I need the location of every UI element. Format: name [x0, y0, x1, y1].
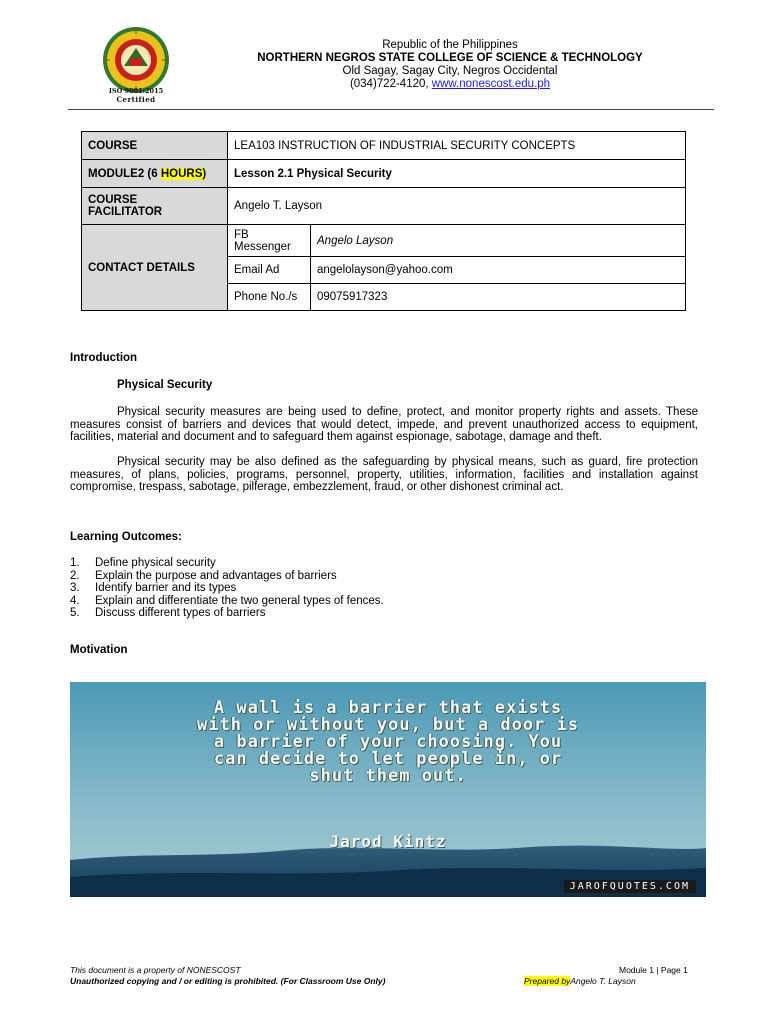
contact-details-label: CONTACT DETAILS	[82, 225, 228, 311]
facilitator-label-line1: COURSE	[88, 194, 138, 206]
physical-security-heading: Physical Security	[117, 379, 213, 391]
quote-line: with or without you, but a door is	[197, 715, 579, 735]
fb-messenger-value: Angelo Layson	[311, 225, 686, 257]
logo-caption-iso: ISO 9001:2015	[108, 87, 164, 95]
learning-outcomes-heading: Learning Outcomes:	[70, 531, 182, 543]
list-item	[70, 557, 384, 570]
table-row	[82, 188, 686, 225]
table-row	[82, 160, 686, 188]
list-item	[70, 582, 384, 595]
list-number: 2.	[70, 569, 80, 582]
module-label-prefix: MODULE2 (6	[88, 167, 161, 180]
college-contact-line	[160, 78, 740, 91]
list-text: Explain and differentiate the two general types of fences.	[95, 594, 384, 607]
header-divider	[68, 109, 714, 110]
learning-outcomes-list	[70, 557, 384, 620]
facilitator-label-line2: FACILITATOR	[88, 206, 163, 218]
quote-text	[70, 700, 706, 785]
fb-messenger-label	[228, 225, 311, 257]
list-text: Identify barrier and its types	[95, 582, 237, 594]
list-number: 5.	[70, 607, 80, 619]
introduction-heading: Introduction	[70, 352, 138, 364]
phone-value: 09075917323	[311, 284, 686, 311]
intro-paragraph-1: Physical security measures are being used to define, protect, and monitor property rights and assets. These measures consist of barriers and devices that would detect, impede, and prevent unauthorized access to equipment, facilities, material and document and to safeguard them against espionage, sabotage, damage and theft.	[70, 406, 698, 444]
course-info-table	[81, 131, 686, 311]
footer-page-number: Module 1 | Page 1	[619, 965, 688, 975]
quote-line: a barrier of your choosing. You	[213, 732, 563, 752]
footer-prepared-by	[524, 976, 636, 987]
list-text: Discuss different types of barriers	[95, 607, 266, 619]
quote-line: shut them out.	[309, 766, 467, 786]
prepared-by-name: Angelo T. Layson	[570, 976, 636, 986]
college-website-link[interactable]: www.nonescost.edu.ph	[431, 78, 551, 90]
list-item	[70, 607, 384, 620]
intro-paragraph-2: Physical security may be also defined as the safeguarding by physical means, such as guard, fire protection measures, of plans, policies, programs, personnel, property, utilities, information, facilities and installation against compromise, trespass, sabotage, pilferage, embezzlement, fraud, or other dishonest criminal act.	[70, 456, 698, 494]
motivation-heading: Motivation	[70, 644, 128, 656]
fb-label-line1: FB	[234, 228, 249, 241]
logo-caption-certified: Certified	[116, 95, 156, 104]
course-label: COURSE	[82, 132, 228, 160]
quote-author: Jarod Kintz	[329, 832, 447, 851]
facilitator-value: Angelo T. Layson	[228, 188, 686, 225]
fb-label-line2: Messenger	[234, 240, 291, 253]
facilitator-label	[82, 188, 228, 225]
footer-copyright-note: Unauthorized copying and / or editing is prohibited. (For Classroom Use Only)	[70, 976, 386, 986]
republic-line: Republic of the Philippines	[382, 39, 518, 51]
email-label: Email Ad	[228, 257, 311, 284]
quote-line: A wall is a barrier that exists	[213, 698, 563, 718]
college-phone: (034)722-4120,	[349, 78, 432, 90]
list-number: 3.	[70, 582, 80, 594]
table-row	[82, 225, 686, 257]
footer-property-note: This document is a property of NONESCOST	[70, 965, 241, 975]
course-value: LEA103 INSTRUCTION OF INDUSTRIAL SECURITY CONCEPTS	[228, 132, 686, 160]
module-label-highlight: HOURS)	[160, 167, 207, 180]
college-name: NORTHERN NEGROS STATE COLLEGE OF SCIENCE & TECHNOLOGY	[257, 52, 643, 64]
list-item	[70, 570, 384, 583]
email-value: angelolayson@yahoo.com	[311, 257, 686, 284]
quote-watermark: JAROFQUOTES.COM	[564, 880, 696, 893]
college-address: Old Sagay, Sagay City, Negros Occidental	[342, 65, 558, 77]
module-label	[82, 160, 228, 188]
list-item	[70, 595, 384, 608]
module-value: Lesson 2.1 Physical Security	[228, 160, 686, 188]
list-text: Define physical security	[95, 557, 216, 569]
table-row	[82, 132, 686, 160]
list-text: Explain the purpose and advantages of barriers	[95, 569, 337, 582]
quote-line: can decide to let people in, or	[213, 749, 563, 769]
phone-label: Phone No./s	[228, 284, 311, 311]
list-number: 4.	[70, 594, 80, 607]
quote-image	[70, 682, 706, 897]
prepared-by-label: Prepared by	[524, 976, 571, 986]
list-number: 1.	[70, 557, 80, 569]
